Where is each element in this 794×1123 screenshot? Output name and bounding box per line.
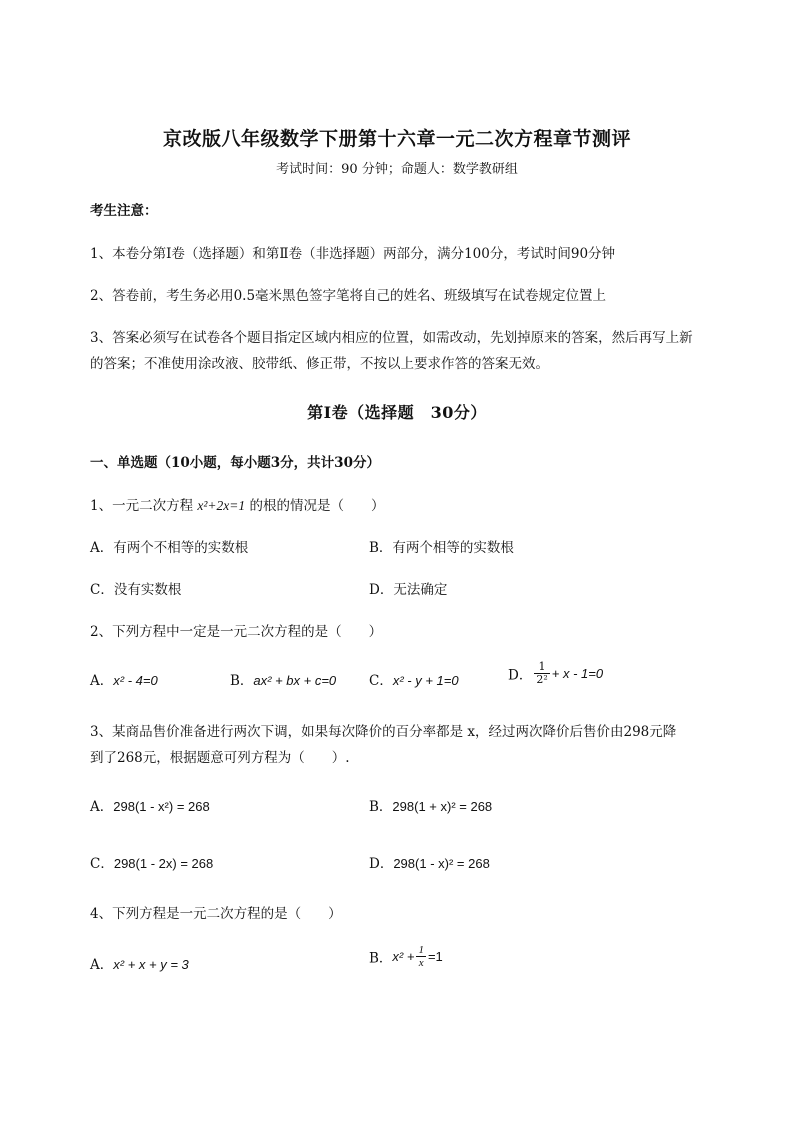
q3-a-equation: 298(1 - x²) = 268 bbox=[113, 799, 210, 814]
q2-d-label: D． bbox=[508, 667, 533, 684]
exam-info: 考试时间：90 分钟；命题人：数学教研组 bbox=[276, 162, 518, 177]
q4-b-label: B． bbox=[369, 950, 393, 967]
q2-a-equation: x² - 4=0 bbox=[113, 673, 158, 688]
q1-equation: x²+2x=1 bbox=[197, 498, 246, 513]
q2-option-a bbox=[90, 669, 158, 689]
q1-stem-before: 1、一元二次方程 bbox=[90, 498, 198, 514]
q2-option-c bbox=[369, 669, 459, 689]
q2-option-d bbox=[508, 661, 603, 686]
part-heading: 一、单选题（10小题，每小题3分，共计30分） bbox=[90, 455, 380, 471]
q2-d-fraction bbox=[534, 661, 549, 686]
q4-option-b bbox=[369, 944, 443, 969]
question-2-stem: 2、下列方程中一定是一元二次方程的是（ ） bbox=[90, 624, 383, 640]
q3-b-label: B． bbox=[369, 799, 393, 815]
note-item: 3、答案必须写在试卷各个题目指定区域内相应的位置，如需改动，先划掉原来的答案，然后再写上新 bbox=[90, 330, 693, 346]
q3-b-equation: 298(1 + x)² = 268 bbox=[392, 799, 493, 814]
q4-b-denominator: x bbox=[418, 957, 424, 969]
q1-option-a: A．有两个不相等的实数根 bbox=[90, 540, 249, 556]
q3-a-label: A． bbox=[90, 799, 114, 815]
note-item: 1、本卷分第Ⅰ卷（选择题）和第Ⅱ卷（非选择题）两部分，满分100分，考试时间90分钟 bbox=[90, 246, 616, 262]
q3-option-b bbox=[369, 795, 492, 815]
q3-option-a bbox=[90, 795, 210, 815]
q4-b-equation-pre: x² + bbox=[392, 949, 415, 964]
question-3-stem-line2: 到了268元，根据题意可列方程为（ ）. bbox=[90, 750, 350, 766]
note-item: 的答案；不准使用涂改液、胶带纸、修正带，不按以上要求作答的答案无效。 bbox=[90, 356, 549, 372]
q1-option-d: D．无法确定 bbox=[369, 582, 448, 598]
q2-d-equation-rest: + x - 1=0 bbox=[551, 666, 604, 681]
q2-d-denominator: 2² bbox=[536, 673, 548, 686]
q4-b-fraction bbox=[416, 944, 426, 969]
q3-d-equation: 298(1 - x)² = 268 bbox=[393, 856, 490, 871]
q2-b-label: B． bbox=[230, 673, 254, 689]
q4-b-numerator: 1 bbox=[418, 944, 424, 956]
note-item: 2、答卷前，考生务必用0.5毫米黑色签字笔将自己的姓名、班级填写在试卷规定位置上 bbox=[90, 288, 607, 304]
q4-b-equation-post: =1 bbox=[427, 949, 443, 964]
q2-b-equation: ax² + bx + c=0 bbox=[253, 673, 337, 688]
question-1-stem bbox=[90, 494, 384, 514]
q1-stem-after: 的根的情况是（ ） bbox=[245, 498, 385, 514]
q1-option-b: B．有两个相等的实数根 bbox=[369, 540, 514, 556]
question-3-stem-line1: 3、某商品售价准备进行两次下调，如果每次降价的百分率都是 x，经过两次降价后售价由298元降 bbox=[90, 724, 677, 740]
q2-c-equation: x² - y + 1=0 bbox=[392, 673, 459, 688]
q2-a-label: A． bbox=[90, 673, 114, 689]
q4-option-a bbox=[90, 953, 189, 973]
q3-c-label: C． bbox=[90, 856, 114, 872]
q3-d-label: D． bbox=[369, 856, 394, 872]
q4-a-equation: x² + x + y = 3 bbox=[113, 957, 189, 972]
q2-c-label: C． bbox=[369, 673, 393, 689]
q3-option-d bbox=[369, 852, 490, 872]
section-title: 第Ⅰ卷（选择题 30分） bbox=[307, 403, 487, 422]
q1-option-c: C．没有实数根 bbox=[90, 582, 182, 598]
q4-a-label: A． bbox=[90, 957, 114, 973]
q3-option-c bbox=[90, 852, 213, 872]
notes-heading: 考生注意： bbox=[90, 203, 158, 219]
page-title: 京改版八年级数学下册第十六章一元二次方程章节测评 bbox=[162, 128, 631, 150]
question-4-stem: 4、下列方程是一元二次方程的是（ ） bbox=[90, 906, 342, 922]
q3-c-equation: 298(1 - 2x) = 268 bbox=[113, 856, 214, 871]
q2-option-b bbox=[230, 669, 336, 689]
q2-d-numerator: 1 bbox=[534, 661, 549, 674]
